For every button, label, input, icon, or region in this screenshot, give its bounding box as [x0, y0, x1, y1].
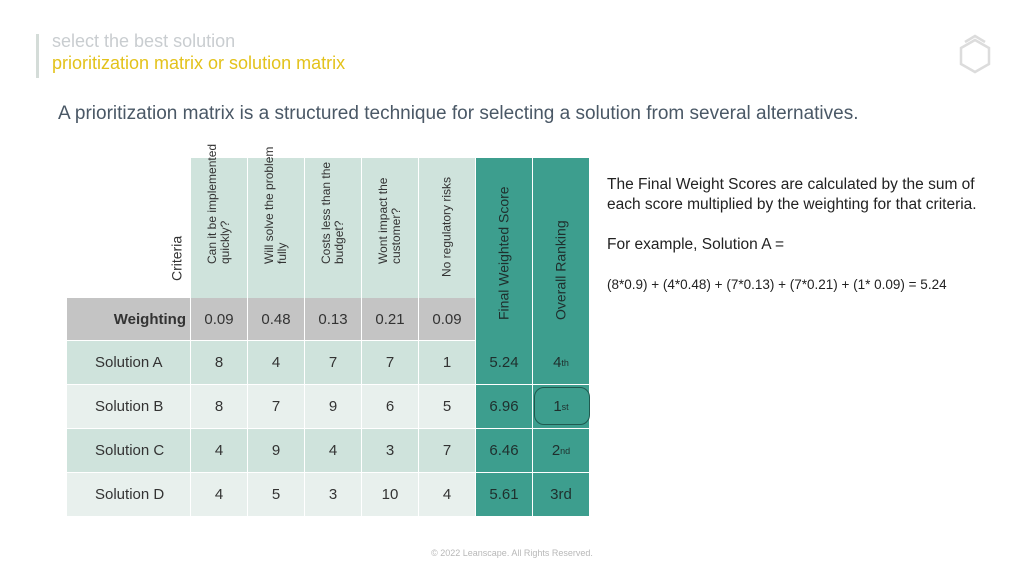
criteria-label-2: Will solve the problem fully	[262, 146, 289, 264]
score-cell: 4	[305, 429, 362, 473]
final-score-cell: 5.61	[476, 473, 533, 517]
criteria-header-4	[362, 158, 419, 298]
section-subtitle: select the best solution	[52, 31, 236, 51]
final-score-cell: 6.46	[476, 429, 533, 473]
criteria-label-4: Wont impact the customer?	[376, 177, 403, 264]
score-cell: 1	[419, 341, 476, 385]
score-cell: 3	[305, 473, 362, 517]
weighting-label: Weighting	[67, 298, 191, 341]
example-formula: (8*0.9) + (4*0.48) + (7*0.13) + (7*0.21) + (1* 0.09) = 5.24	[607, 277, 947, 292]
weight-cell: 0.21	[362, 298, 419, 341]
score-cell: 3	[362, 429, 419, 473]
rank-number: 2	[551, 442, 561, 459]
score-cell: 7	[419, 429, 476, 473]
score-cell: 4	[191, 429, 248, 473]
score-cell: 7	[305, 341, 362, 385]
ranking-cell: 1 st	[533, 385, 590, 429]
weight-cell: 0.09	[419, 298, 476, 341]
score-cell: 9	[305, 385, 362, 429]
example-label: For example, Solution A =	[607, 236, 785, 253]
row-label-solution-c: Solution C	[67, 429, 191, 473]
copyright-footer: © 2022 Leanscape. All Rights Reserved.	[431, 548, 593, 558]
criteria-header-1	[191, 143, 248, 298]
criteria-header	[67, 158, 191, 298]
row-label-solution-b: Solution B	[67, 385, 191, 429]
score-cell: 10	[362, 473, 419, 517]
score-cell: 4	[419, 473, 476, 517]
score-cell: 4	[248, 341, 305, 385]
intro-text: A prioritization matrix is a structured technique for selecting a solution from several alternatives.	[58, 103, 859, 124]
ranking-label: Overall Ranking	[552, 220, 569, 320]
weight-cell: 0.09	[191, 298, 248, 341]
ranking-cell: 4 th	[533, 341, 590, 385]
hexagon-logo-icon	[955, 32, 995, 78]
score-cell: 7	[248, 385, 305, 429]
score-cell: 5	[248, 473, 305, 517]
score-cell: 8	[191, 341, 248, 385]
score-cell: 4	[191, 473, 248, 517]
final-score-cell: 5.24	[476, 341, 533, 385]
weight-cell: 0.13	[305, 298, 362, 341]
criteria-header-3	[305, 158, 362, 298]
ranking-header	[533, 158, 590, 341]
row-label-solution-a: Solution A	[67, 341, 191, 385]
criteria-header-5	[419, 158, 476, 298]
criteria-label: Criteria	[168, 235, 185, 281]
explanation-text: The Final Weight Scores are calculated by the sum of each score multiplied by the weighting for that criteria.	[607, 176, 977, 213]
score-cell: 6	[362, 385, 419, 429]
criteria-label-1: Can it be implemented quickly?	[205, 143, 232, 264]
ranking-cell: 2 nd	[533, 429, 590, 473]
criteria-label-3: Costs less than the budget?	[319, 161, 346, 264]
weight-cell: 0.48	[248, 298, 305, 341]
page-title: prioritization matrix or solution matrix	[52, 53, 346, 73]
final-score-cell: 6.96	[476, 385, 533, 429]
score-cell: 5	[419, 385, 476, 429]
title-accent-bar	[36, 34, 39, 78]
explanation-panel	[607, 175, 997, 295]
rank-number: 4	[553, 354, 562, 371]
ranking-cell	[533, 473, 590, 517]
score-cell: 7	[362, 341, 419, 385]
criteria-header-2	[248, 146, 305, 298]
score-cell: 8	[191, 385, 248, 429]
score-cell: 9	[248, 429, 305, 473]
rank-number: 3rd	[550, 486, 572, 503]
final-score-label: Final Weighted Score	[495, 186, 512, 320]
rank-number: 1	[553, 398, 562, 415]
criteria-label-5: No regulatory risks	[439, 176, 454, 277]
final-score-header	[476, 158, 533, 341]
row-label-solution-d: Solution D	[67, 473, 191, 517]
